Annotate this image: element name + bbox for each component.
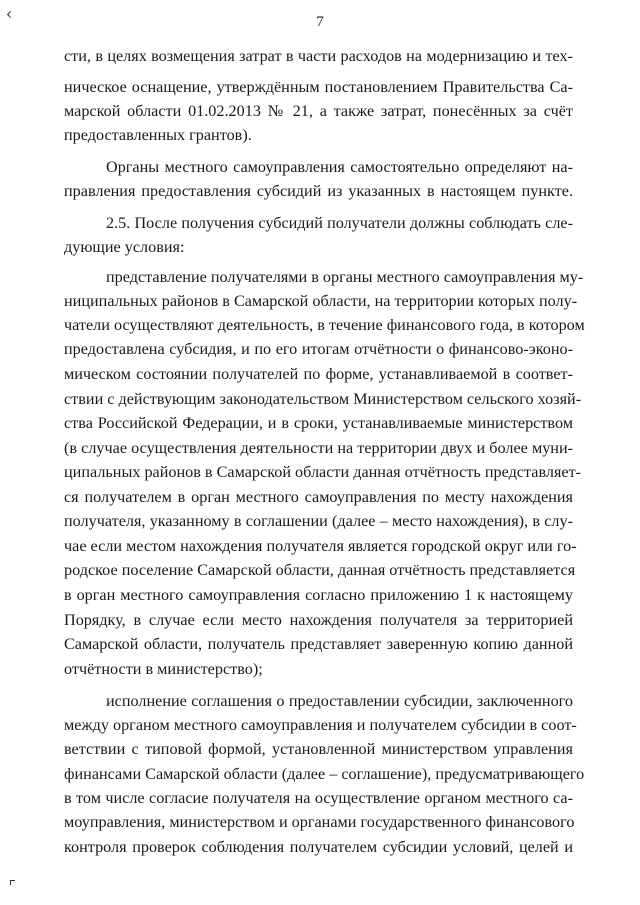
text-line: в орган местного самоуправления согласно приложению 1 к настоящему bbox=[64, 586, 573, 604]
text-line: исполнение соглашения о предоставлении субсидии, заключенного bbox=[106, 692, 573, 710]
text-line: получателя, указанному в соглашении (далее – место нахождения), в слу- bbox=[64, 512, 573, 530]
corner-mark bbox=[10, 880, 15, 885]
text-line: финансами Самарской области (далее – соглашение), предусматривающего bbox=[64, 765, 585, 783]
text-line: 2.5. После получения субсидий получатели должны соблюдать сле- bbox=[106, 214, 573, 232]
text-line: ся получателем в орган местного самоуправления по месту нахождения bbox=[64, 488, 573, 506]
text-line: правления предоставления субсидий из указанных в настоящем пункте. bbox=[64, 182, 573, 200]
text-line: моуправления, министерством и органами государственного финансового bbox=[64, 813, 575, 831]
text-line: (в случае осуществления деятельности на территории двух и более муни- bbox=[64, 439, 573, 457]
text-line: мическом состоянии получателей по форме, устанавливаемой в соответ- bbox=[64, 365, 573, 383]
text-line: Органы местного самоуправления самостоятельно определяют на- bbox=[106, 158, 573, 176]
text-line: представление получателями в органы местного самоуправления му- bbox=[106, 268, 584, 286]
text-line: ципальных районов в Самарской области данная отчётность представляет- bbox=[64, 463, 582, 481]
text-line: Самарской области, получатель представляет заверенную копию данной bbox=[64, 635, 573, 653]
text-line: предоставлена субсидия, и по его итогам отчётности о финансово-эконо- bbox=[64, 340, 573, 358]
text-line: отчётности в министерство); bbox=[64, 660, 263, 678]
text-line: ниципальных районов в Самарской области, на территории которых полу- bbox=[64, 292, 578, 310]
text-line: предоставленных грантов). bbox=[64, 126, 252, 144]
text-line: сти, в целях возмещения затрат в части расходов на модернизацию и тех- bbox=[64, 47, 573, 65]
text-line: контроля проверок соблюдения получателем субсидии условий, целей и bbox=[64, 838, 573, 856]
text-line: ства Российской Федерации, и в сроки, устанавливаемые министерством bbox=[64, 414, 573, 432]
text-line: ветствии с типовой формой, установленной министерством управления bbox=[64, 740, 573, 758]
text-line: ствии с действующим законодательством Министерством сельского хозяй- bbox=[64, 390, 582, 408]
text-line: в том числе согласие получателя на осуществление органом местного са- bbox=[64, 789, 573, 807]
text-line: родское поселение Самарской области, данная отчётность представляется bbox=[64, 561, 576, 579]
text-line: чае если местом нахождения получателя является городской округ или го- bbox=[64, 537, 577, 555]
text-line: марской области 01.02.2013 № 21, а также затрат, понесённых за счёт bbox=[64, 102, 573, 120]
text-line: между органом местного самоуправления и получателем субсидии в соот- bbox=[64, 716, 577, 734]
text-line: Порядку, в случае если место нахождения получателя за территорией bbox=[64, 611, 573, 629]
text-line: чатели осуществляют деятельность, в течение финансового года, в котором bbox=[64, 316, 585, 334]
text-line: дующие условия: bbox=[64, 238, 185, 256]
page-number: 7 bbox=[316, 14, 324, 30]
text-line: ническое оснащение, утверждённым постановлением Правительства Са- bbox=[64, 78, 573, 96]
